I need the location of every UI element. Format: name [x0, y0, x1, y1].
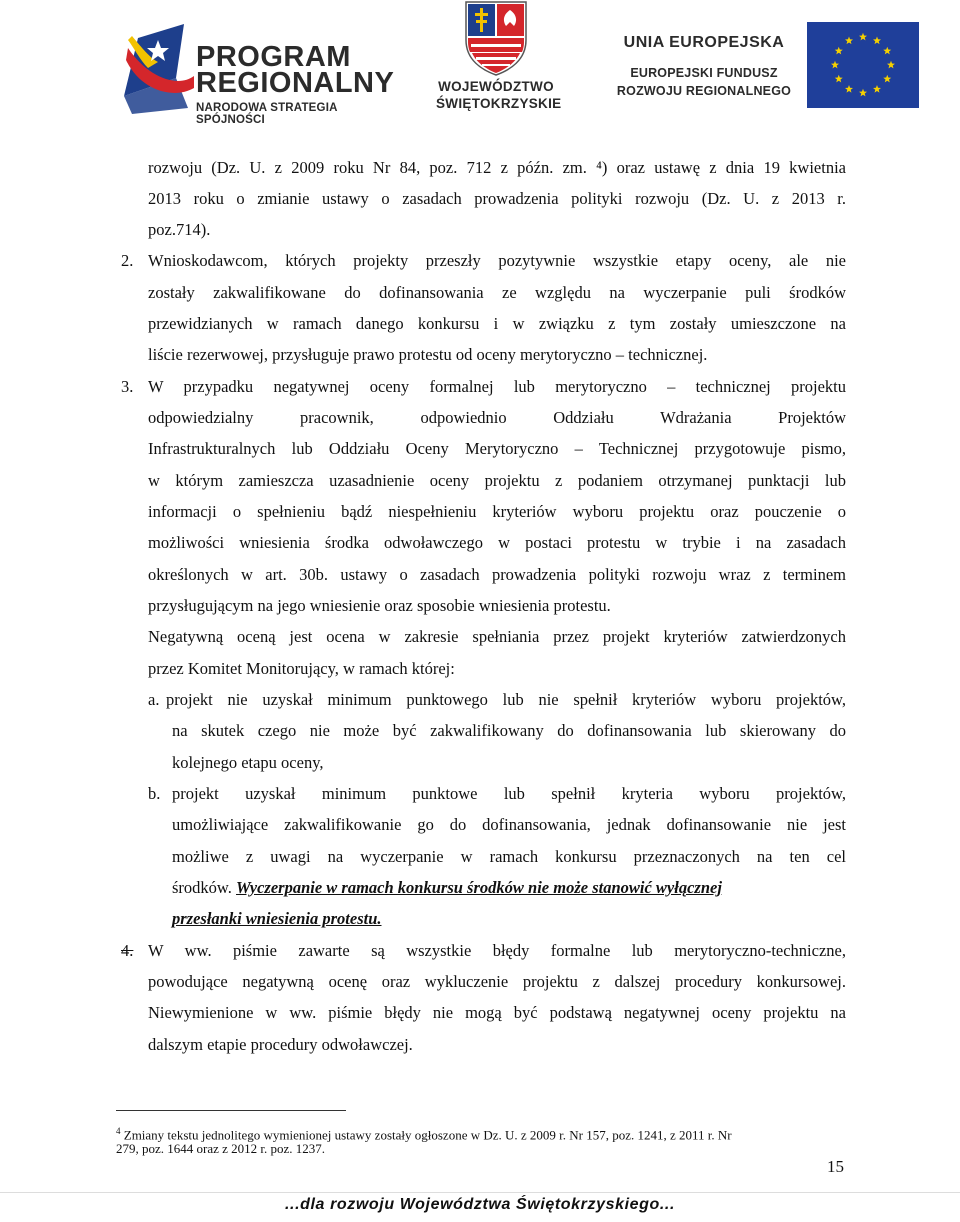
- item-2-line-3: przewidzianych w ramach danego konkursu i w związku z tym zostały umieszczone na: [148, 314, 846, 333]
- sub-a-line-3: kolejnego etapu oceny,: [172, 753, 324, 772]
- item-2-number: 2.: [121, 251, 134, 270]
- item-4-line-1: W ww. piśmie zawarte są wszystkie błędy formalne lub merytoryczno-techniczne,: [148, 941, 846, 960]
- item-4-line-2: powodujące negatywną ocenę oraz wykluczenie projektu z dalszej procedury konkursowej.: [148, 972, 846, 991]
- program-regionalny-emblem-icon: [118, 18, 196, 114]
- program-logo-line3: NARODOWA STRATEGIA SPÓJNOŚCI: [196, 102, 338, 126]
- program-logo-line1: PROGRAM: [196, 41, 351, 73]
- item-3-line-4: w którym zamieszcza uzasadnienie oceny projektu z podaniem otrzymanej punktacji lub: [148, 471, 846, 490]
- eu-fund-line2: ROZWOJU REGIONALNEGO: [616, 84, 792, 98]
- eu-fund-line1: EUROPEJSKI FUNDUSZ: [630, 66, 778, 80]
- item-3-line-1: W przypadku negatywnej oceny formalnej lub merytoryczno – technicznej projektu: [148, 377, 846, 396]
- wojewodztwo-wordmark: [436, 78, 562, 112]
- wojewodztwo-swietokrzyskie-logo: [436, 0, 562, 120]
- footnote-marker: 4: [116, 1126, 121, 1136]
- sub-b-line-4: [172, 876, 722, 900]
- intro-line-3: poz.714).: [148, 220, 211, 239]
- footnote-line-2: 279, poz. 1644 oraz z 2012 r. poz. 1237.: [116, 1141, 326, 1156]
- sub-a-line-2: na skutek czego nie może być zakwalifikowany do dofinansowania lub skierowany do: [172, 721, 846, 740]
- eu-wordmark: [614, 34, 794, 100]
- eu-flag-icon: [807, 22, 919, 108]
- item-3-line-5: informacji o spełnieniu bądź niespełnieniu kryteriów wyboru projektu oraz pouczenie o: [148, 502, 846, 521]
- intro-line-2: 2013 roku o zmianie ustawy o zasadach prowadzenia polityki rozwoju (Dz. U. z 2013 r.: [148, 189, 846, 208]
- coat-of-arms-icon: [462, 0, 530, 76]
- item-3-para2-line-2: przez Komitet Monitorujący, w ramach której:: [148, 659, 455, 678]
- footer-slogan: ...dla rozwoju Województwa Świętokrzyskiego...: [284, 1196, 676, 1213]
- item-3-line-6: możliwości wniesienia środka odwoławczego w postaci protestu w trybie i na zasadach: [148, 533, 846, 552]
- wojewodztwo-line2: ŚWIĘTOKRZYSKIE: [436, 96, 562, 111]
- item-2-line-1: Wnioskodawcom, których projekty przeszły pozytywnie wszystkie etapy oceny, ale nie: [148, 251, 846, 270]
- wojewodztwo-line1: WOJEWÓDZTWO: [438, 79, 554, 94]
- item-4-line-4: dalszym etapie procedury odwoławczej.: [148, 1035, 413, 1054]
- program-logo-line2: REGIONALNY: [196, 67, 395, 99]
- sub-b-line-3: możliwe z uwagi na wyczerpanie w ramach konkursu przeznaczonych na ten cel: [172, 847, 846, 866]
- item-3-line-3: Infrastrukturalnych lub Oddziału Oceny Merytoryczno – Technicznej przygotowuje pismo,: [148, 439, 846, 458]
- page-number: 15: [827, 1157, 844, 1176]
- unia-europejska-logo: [614, 22, 924, 117]
- sub-a-label: a.: [148, 690, 160, 709]
- item-3-number: 3.: [121, 377, 134, 396]
- program-regionalny-wordmark: [196, 41, 408, 126]
- item-3-para2-line-1: Negatywną oceną jest ocena w zakresie spełniania przez projekt kryteriów zatwierdzonych: [148, 627, 846, 646]
- item-2-line-2: zostały zakwalifikowane do dofinansowania ze względu na wyczerpanie puli środków: [148, 283, 846, 302]
- page-header: [0, 0, 960, 125]
- sub-b-line-2: umożliwiające zakwalifikowanie go do dofinansowania, jednak dofinansowanie nie jest: [172, 815, 846, 834]
- sub-b-plain: środków.: [172, 878, 232, 897]
- sub-a-line-1: projekt nie uzyskał minimum punktowego lub nie spełnił kryteriów wyboru projektów,: [166, 690, 846, 709]
- footnote-text-1: Zmiany tekstu jednolitego wymienionej ustawy zostały ogłoszone w Dz. U. z 2009 r. Nr 157, poz. 1241, z 2011 r. Nr: [123, 1127, 732, 1143]
- intro-line-1: rozwoju (Dz. U. z 2009 roku Nr 84, poz. 712 z późn. zm. ⁴) oraz ustawę z dnia 19 kwietnia: [148, 158, 846, 177]
- footnote-separator: [116, 1110, 346, 1111]
- item-3-line-2: odpowiedzialny pracownik, odpowiednio Oddziału Wdrażania Projektów: [148, 408, 846, 427]
- item-4-line-3: Niewymienione w ww. piśmie błędy nie mogą być podstawą negatywnej oceny projektu na: [148, 1003, 846, 1022]
- eu-title: UNIA EUROPEJSKA: [623, 34, 785, 51]
- program-regionalny-logo: [118, 18, 408, 126]
- sub-b-line-1: projekt uzyskał minimum punktowe lub spełnił kryteria wyboru projektów,: [172, 784, 846, 803]
- item-3-line-7: określonych w art. 30b. ustawy o zasadach prowadzenia polityki rozwoju wraz z terminem: [148, 565, 846, 584]
- item-3-line-8: przysługującym na jego wniesienie oraz sposobie wniesienia protestu.: [148, 596, 611, 615]
- item-4-number: 4.: [121, 941, 134, 960]
- sub-b-emphasis-end: przesłanki wniesienia protestu.: [172, 909, 382, 928]
- item-2-line-4: liście rezerwowej, przysługuje prawo protestu od oceny merytoryczno – technicznej.: [148, 345, 708, 364]
- sub-b-emphasis: Wyczerpanie w ramach konkursu środków nie może stanowić wyłącznej: [236, 878, 722, 897]
- sub-b-label: b.: [148, 784, 161, 803]
